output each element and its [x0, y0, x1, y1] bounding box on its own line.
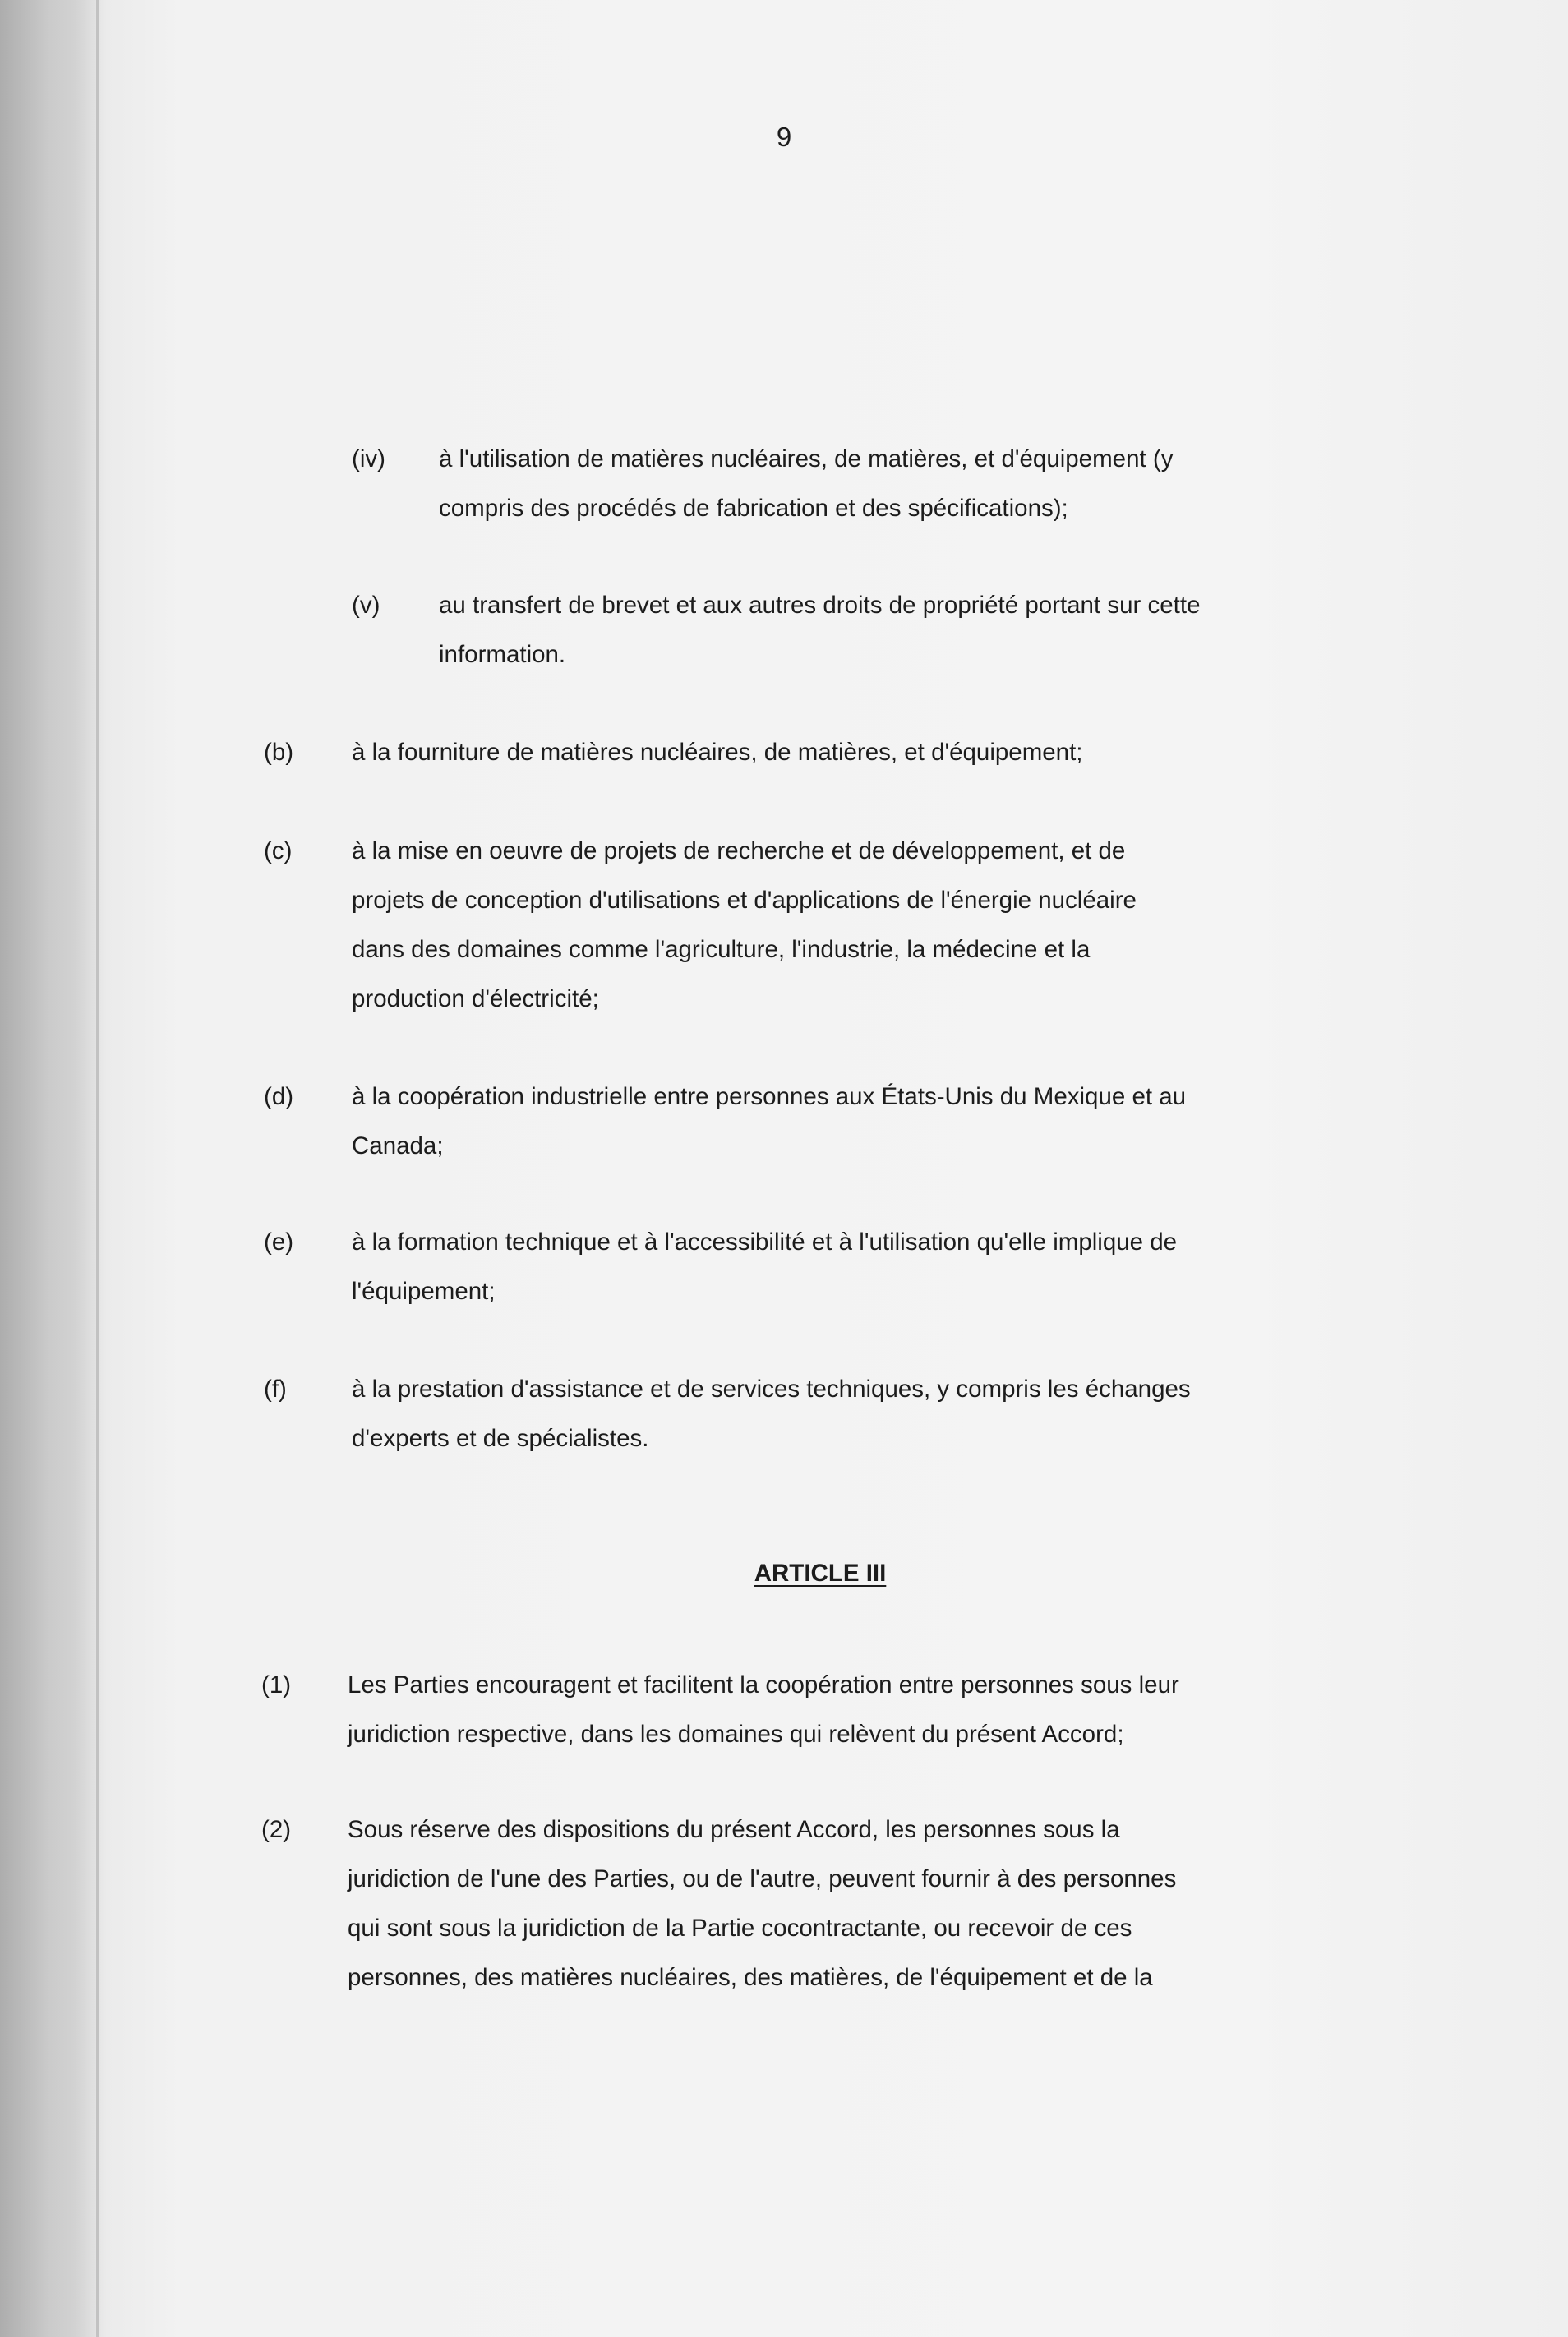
list-item — [0, 435, 1568, 542]
article-paragraph — [0, 1805, 1568, 2011]
paragraph-label: (1) — [261, 1671, 292, 1699]
list-item — [0, 827, 1568, 1032]
item-line: compris des procédés de fabrication et des spécifications); — [439, 495, 1068, 522]
paragraph-line: juridiction de l'une des Parties, ou de l'autre, peuvent fournir à des personnes — [348, 1865, 1177, 1892]
article-paragraph — [0, 1661, 1568, 1768]
list-item — [0, 581, 1568, 688]
item-line: à la prestation d'assistance et de services techniques, y compris les échanges — [352, 1376, 1191, 1403]
list-item — [0, 728, 1568, 786]
page-number: 9 — [776, 122, 792, 152]
list-item — [0, 1365, 1568, 1472]
paragraph-line: qui sont sous la juridiction de la Partie cocontractante, ou recevoir de ces — [348, 1915, 1132, 1942]
paragraph-line: Sous réserve des dispositions du présent Accord, les personnes sous la — [348, 1816, 1120, 1843]
item-line: à la coopération industrielle entre personnes aux États-Unis du Mexique et au — [352, 1083, 1187, 1110]
item-label: (f) — [264, 1376, 287, 1403]
paragraph-label: (2) — [261, 1816, 292, 1843]
item-line: à la formation technique et à l'accessibilité et à l'utilisation qu'elle implique de — [352, 1228, 1178, 1256]
item-label: (v) — [352, 592, 380, 619]
item-label: (d) — [264, 1083, 294, 1110]
item-label: (e) — [264, 1228, 294, 1256]
item-line: projets de conception d'utilisations et d'applications de l'énergie nucléaire — [352, 887, 1137, 914]
item-line: au transfert de brevet et aux autres droits de propriété portant sur cette — [439, 592, 1201, 619]
item-label: (iv) — [352, 445, 385, 472]
item-line: Canada; — [352, 1132, 444, 1159]
item-line: à la mise en oeuvre de projets de recherche et de développement, et de — [352, 837, 1126, 864]
item-label: (c) — [264, 837, 293, 864]
list-item — [0, 1218, 1568, 1325]
item-line: dans des domaines comme l'agriculture, l'industrie, la médecine et la — [352, 936, 1091, 963]
item-line: information. — [439, 641, 566, 668]
item-line: production d'électricité; — [352, 985, 599, 1012]
item-line: l'équipement; — [352, 1278, 496, 1305]
paragraph-line: juridiction respective, dans les domaines qui relèvent du présent Accord; — [348, 1721, 1124, 1748]
item-label: (b) — [264, 739, 294, 766]
list-item — [0, 1072, 1568, 1179]
item-line: d'experts et de spécialistes. — [352, 1425, 649, 1452]
item-line: à la fourniture de matières nucléaires, de matières, et d'équipement; — [352, 739, 1083, 766]
article-heading: ARTICLE III — [754, 1560, 887, 1587]
paragraph-line: personnes, des matières nucléaires, des matières, de l'équipement et de la — [348, 1964, 1153, 1991]
item-line: à l'utilisation de matières nucléaires, de matières, et d'équipement (y — [439, 445, 1174, 472]
paragraph-line: Les Parties encouragent et facilitent la coopération entre personnes sous leur — [348, 1671, 1179, 1699]
